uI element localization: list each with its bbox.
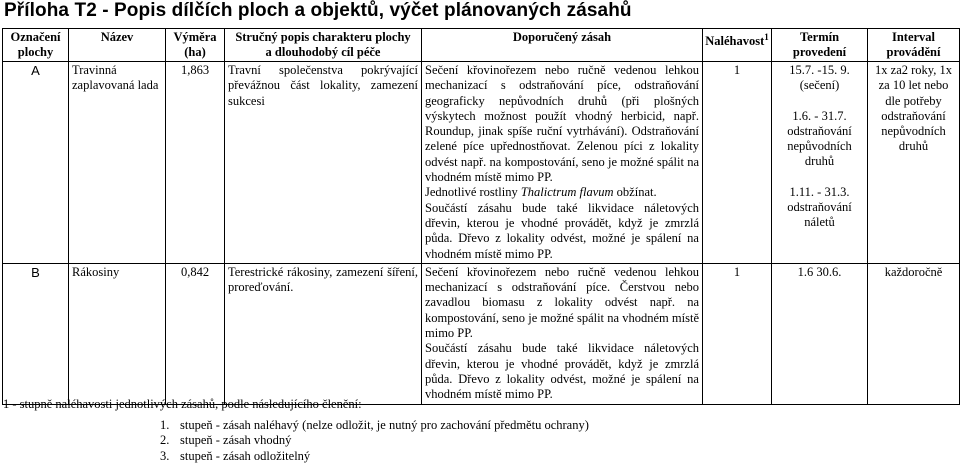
row-measure: Sečení křovinořezem nebo ručně vedenou lehkou mechanizací s odstraňování píce, odstraňování geograficky nepůvodních druhů (při plošných výskytech možnost použít vhodný herbicid, např. Roundup, jinak spíše ruční vytrhávání). Odstraňování zelené píce upřednostňovat. Zelenou píci z lokality odvést např. na kompostování, seno je možné spálit na vhodném místě mimo PP. Jednotlivé rostliny Thalictrum flavum obžínat. Součástí zásahu bude také likvidace náletových dřevin, kterou je vhodné provádět, když je zmrzlá půda. Dřevo z lokality odvést, možné je spálení na vhodném místě mimo PP. [422, 62, 703, 264]
row-interval: 1x za2 roky, 1x za 10 let nebo dle potřeby odstraňování nepůvodních druhů [868, 62, 960, 264]
row-description: Terestrické rákosiny, zamezení šíření, proreďování. [225, 263, 422, 404]
page-title: Příloha T2 - Popis dílčích ploch a objektů, výčet plánovaných zásahů [4, 0, 632, 21]
header-term: Termín provedení [772, 29, 868, 62]
row-urgency: 1 [703, 62, 772, 264]
header-description: Stručný popis charakteru plochy a dlouhodobý cíl péče [225, 29, 422, 62]
list-item: 3. stupeň - zásah odložitelný [160, 448, 311, 463]
header-interval: Interval provádění [868, 29, 960, 62]
header-measure: Doporučený zásah [422, 29, 703, 62]
header-code: Označení plochy [3, 29, 69, 62]
row-area: 1,863 [166, 62, 225, 264]
urgency-levels-list [160, 418, 589, 464]
row-interval: každoročně [868, 263, 960, 404]
table-row [3, 62, 960, 264]
row-code: A [3, 62, 69, 264]
row-code: B [3, 263, 69, 404]
row-name: Rákosiny [69, 263, 166, 404]
row-term: 1.6 30.6. [772, 263, 868, 404]
header-area: Výměra (ha) [166, 29, 225, 62]
table-header-row [3, 29, 960, 62]
row-description: Travní společenstva pokrývající převážnou část lokality, zamezení sukcesi [225, 62, 422, 264]
row-area: 0,842 [166, 263, 225, 404]
footnote: 1 - stupně naléhavosti jednotlivých zásahů, podle následujícího členění: [3, 397, 362, 411]
row-measure: Sečení křovinořezem nebo ručně vedenou lehkou mechanizací s odstraňování píce. Čerstvou nebo zavadlou biomasu z lokality odvést např. na kompostování, seno je možné spálit na vhodném místě mimo PP. Součástí zásahu bude také likvidace náletových dřevin, kterou je vhodné provádět, když je zmrzlá půda. Dřevo z lokality odvést, možné je spálení na vhodném místě mimo PP. [422, 263, 703, 404]
list-item: 1. stupeň - zásah naléhavý (nelze odložit, je nutný pro zachování předmětu ochrany) [160, 418, 589, 432]
list-item: 2. stupeň - zásah vhodný [160, 433, 292, 448]
header-name: Název [69, 29, 166, 62]
table-row [3, 263, 960, 404]
row-term: 15.7. -15. 9. (sečení) 1.6. - 31.7. odstraňování nepůvodních druhů 1.11. - 31.3. odstraňování náletů [772, 62, 868, 264]
row-name: Travinná zaplavovaná lada [69, 62, 166, 264]
measures-table [2, 28, 960, 405]
row-urgency: 1 [703, 263, 772, 404]
header-urgency: Naléhavost$^1$ [703, 29, 772, 62]
